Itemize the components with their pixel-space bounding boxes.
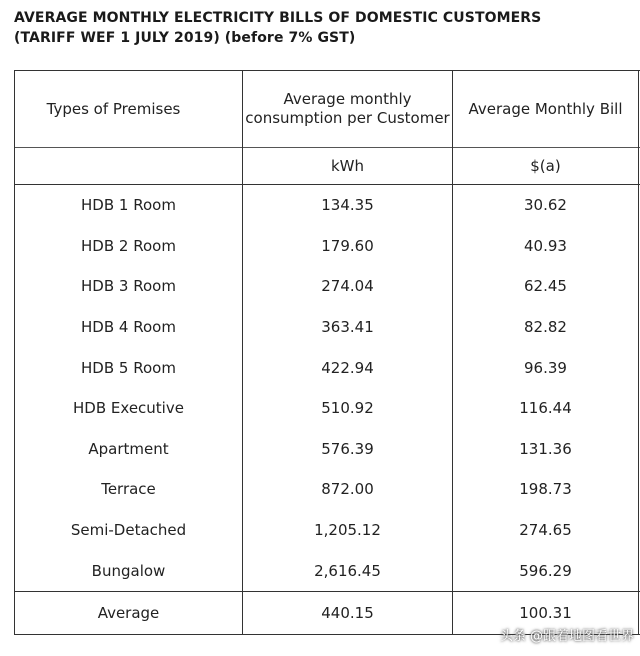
header-consumption: Average monthly consumption per Customer: [243, 71, 453, 148]
bill-cell: 198.73: [453, 469, 639, 510]
electricity-bills-table: [14, 70, 640, 635]
units-bill: $(a): [453, 148, 639, 185]
kwh-cell: 363.41: [243, 307, 453, 348]
title-line-1: AVERAGE MONTHLY ELECTRICITY BILLS OF DOMESTIC CUSTOMERS: [14, 10, 542, 26]
premises-cell: HDB Executive: [15, 388, 243, 429]
title-line-2: (TARIFF WEF 1 JULY 2019) (before 7% GST): [14, 30, 356, 46]
kwh-cell: 422.94: [243, 347, 453, 388]
kwh-cell: 134.35: [243, 185, 453, 226]
header-bill: Average Monthly Bill: [453, 71, 639, 148]
bill-cell: 596.29: [453, 550, 639, 591]
premises-cell: HDB 4 Room: [15, 307, 243, 348]
bill-cell: 30.62: [453, 185, 639, 226]
kwh-cell: 274.04: [243, 266, 453, 307]
average-label: Average: [15, 591, 243, 634]
table-row: [15, 469, 640, 510]
units-row: [15, 148, 640, 185]
table-row: [15, 347, 640, 388]
header-row: [15, 71, 640, 148]
bill-cell: 96.39: [453, 347, 639, 388]
kwh-cell: 179.60: [243, 226, 453, 267]
kwh-cell: 2,616.45: [243, 550, 453, 591]
bill-cell: 62.45: [453, 266, 639, 307]
watermark-text: 头条 @跟着地图看世界: [499, 629, 634, 644]
bill-cell: 116.44: [453, 388, 639, 429]
bill-cell: 40.93: [453, 226, 639, 267]
table-row: [15, 226, 640, 267]
premises-cell: Bungalow: [15, 550, 243, 591]
table-row: [15, 429, 640, 470]
table-row: [15, 388, 640, 429]
units-consumption: kWh: [243, 148, 453, 185]
bill-cell: 274.65: [453, 510, 639, 551]
bill-cell: 82.82: [453, 307, 639, 348]
premises-cell: HDB 2 Room: [15, 226, 243, 267]
average-kwh: 440.15: [243, 591, 453, 634]
table-row: [15, 510, 640, 551]
kwh-cell: 1,205.12: [243, 510, 453, 551]
table-row: [15, 185, 640, 226]
table-row: [15, 307, 640, 348]
premises-cell: HDB 1 Room: [15, 185, 243, 226]
bill-cell: 131.36: [453, 429, 639, 470]
header-premises: Types of Premises: [15, 71, 243, 148]
premises-cell: Apartment: [15, 429, 243, 470]
table-row: [15, 266, 640, 307]
premises-cell: Terrace: [15, 469, 243, 510]
average-bill: 100.31: [453, 591, 639, 634]
table-row: [15, 550, 640, 591]
premises-cell: HDB 5 Room: [15, 347, 243, 388]
kwh-cell: 576.39: [243, 429, 453, 470]
kwh-cell: 510.92: [243, 388, 453, 429]
premises-cell: Semi-Detached: [15, 510, 243, 551]
table-body: [15, 185, 640, 592]
document-title: [14, 8, 541, 48]
units-premises-blank: [15, 148, 243, 185]
premises-cell: HDB 3 Room: [15, 266, 243, 307]
kwh-cell: 872.00: [243, 469, 453, 510]
